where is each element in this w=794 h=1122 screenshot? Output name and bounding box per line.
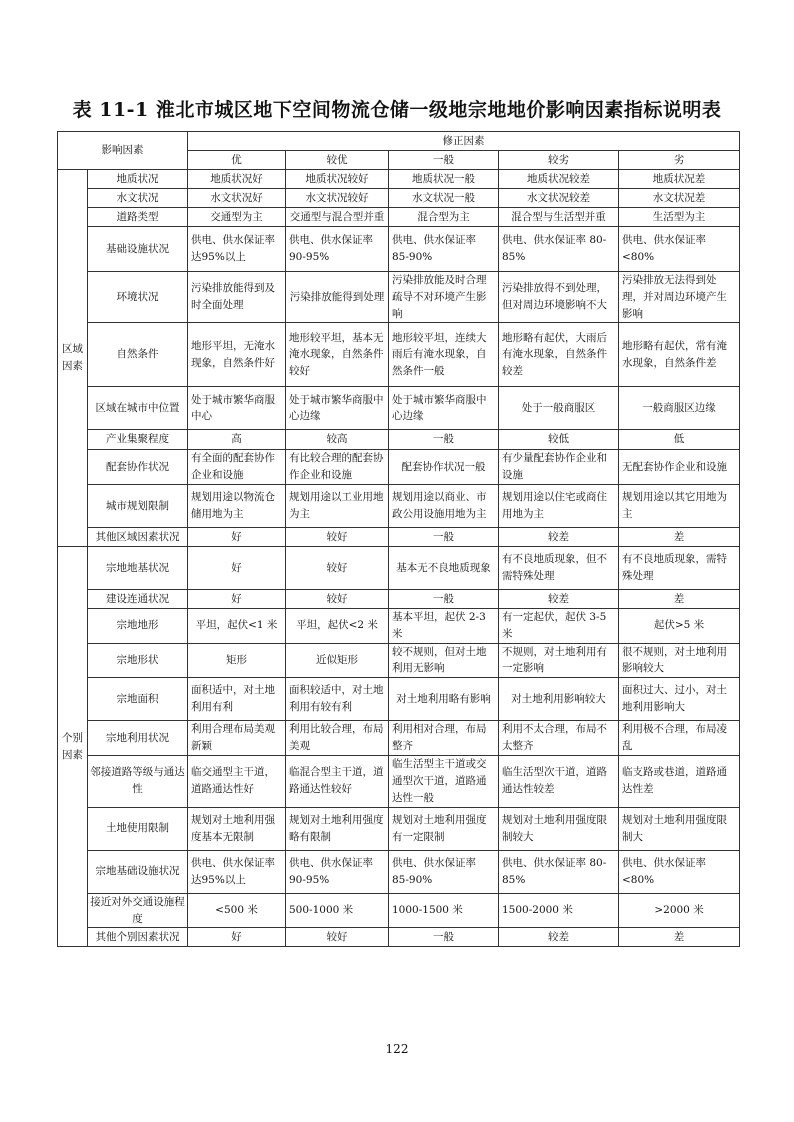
grade-value: 临交通型主干道，道路通达性好 bbox=[188, 755, 286, 807]
grade-value: 基本平坦，起伏 2-3 米 bbox=[389, 608, 499, 643]
grade-value: 规划用途以物流仓储用地为主 bbox=[188, 484, 286, 527]
table-row bbox=[58, 850, 740, 893]
factor-name: 宗地地形 bbox=[88, 608, 188, 643]
factor-name: 产业集聚程度 bbox=[88, 430, 188, 450]
grade-value: 好 bbox=[188, 527, 286, 546]
grade-header: 劣 bbox=[619, 151, 740, 170]
group-label: 区域因素 bbox=[58, 170, 88, 547]
factor-name: 道路类型 bbox=[88, 208, 188, 227]
grade-value: 交通型与混合型并重 bbox=[286, 208, 389, 227]
factor-name: 其他个别因素状况 bbox=[88, 928, 188, 947]
grade-header: 较劣 bbox=[499, 151, 619, 170]
factor-name: 宗地形状 bbox=[88, 643, 188, 678]
grade-value: 对土地利用影响较大 bbox=[499, 678, 619, 721]
grade-value: 供电、供水保证率 85-90% bbox=[389, 227, 499, 272]
grade-value: 较高 bbox=[286, 430, 389, 450]
grade-value: 水文状况好 bbox=[188, 189, 286, 208]
grade-value: 生活型为主 bbox=[619, 208, 740, 227]
grade-value: 较好 bbox=[286, 546, 389, 589]
grade-value: 矩形 bbox=[188, 643, 286, 678]
grade-value: 水文状况较好 bbox=[286, 189, 389, 208]
grade-value: 较低 bbox=[499, 430, 619, 450]
grade-value: 平坦，起伏<1 米 bbox=[188, 608, 286, 643]
grade-value: 有少量配套协作企业和设施 bbox=[499, 450, 619, 485]
factor-name: 自然条件 bbox=[88, 323, 188, 387]
grade-value: 临支路或巷道，道路通达性差 bbox=[619, 755, 740, 807]
grade-value: 较差 bbox=[499, 928, 619, 947]
grade-value: 较好 bbox=[286, 527, 389, 546]
grade-value: 对土地利用略有影响 bbox=[389, 678, 499, 721]
grade-value: 规划对土地利用强度有一定限制 bbox=[389, 807, 499, 850]
factor-name: 城市规划限制 bbox=[88, 484, 188, 527]
grade-value: 交通型为主 bbox=[188, 208, 286, 227]
grade-value: 规划用途以其它用地为主 bbox=[619, 484, 740, 527]
grade-value: 水文状况差 bbox=[619, 189, 740, 208]
table-row bbox=[58, 589, 740, 608]
grade-value: 供电、供水保证率 80-85% bbox=[499, 850, 619, 893]
grade-value: 混合型为主 bbox=[389, 208, 499, 227]
factor-name: 宗地利用状况 bbox=[88, 721, 188, 756]
grade-value: 供电、供水保证率 85-90% bbox=[389, 850, 499, 893]
factor-name: 宗地地基状况 bbox=[88, 546, 188, 589]
grade-value: 利用相对合理，布局整齐 bbox=[389, 721, 499, 756]
grade-value: 规划对土地利用强度限制较大 bbox=[499, 807, 619, 850]
grade-value: <500 米 bbox=[188, 893, 286, 928]
table-row bbox=[58, 678, 740, 721]
grade-value: 污染排放能及时合理疏导不对环境产生影响 bbox=[389, 272, 499, 323]
table-row bbox=[58, 208, 740, 227]
table-row bbox=[58, 928, 740, 947]
grade-value: 处于城市繁华商服中心 bbox=[188, 387, 286, 430]
grade-value: 很不规则，对土地利用影响较大 bbox=[619, 643, 740, 678]
grade-value: 较好 bbox=[286, 928, 389, 947]
grade-value: 临混合型主干道，道路通达性较好 bbox=[286, 755, 389, 807]
table-row bbox=[58, 893, 740, 928]
grade-value: 规划用途以商业、市政公用设施用地为主 bbox=[389, 484, 499, 527]
grade-value: 规划对土地利用强度限制大 bbox=[619, 807, 740, 850]
grade-value: 供电、供水保证率 90-95% bbox=[286, 850, 389, 893]
table-title: 表 11-1 淮北市城区地下空间物流仓储一级地宗地地价影响因素指标说明表 bbox=[72, 99, 722, 121]
grade-value: 水文状况较差 bbox=[499, 189, 619, 208]
grade-value: 一般 bbox=[389, 430, 499, 450]
grade-value: 1500-2000 米 bbox=[499, 893, 619, 928]
table-row bbox=[58, 721, 740, 756]
table-row bbox=[58, 755, 740, 807]
factor-name: 地质状况 bbox=[88, 170, 188, 189]
grade-value: 地质状况差 bbox=[619, 170, 740, 189]
grade-value: 配套协作状况一般 bbox=[389, 450, 499, 485]
grade-value: 污染排放得不到处理，但对周边环境影响不大 bbox=[499, 272, 619, 323]
factor-name: 环境状况 bbox=[88, 272, 188, 323]
grade-value: 地质状况好 bbox=[188, 170, 286, 189]
grade-value: 较差 bbox=[499, 527, 619, 546]
table-row bbox=[58, 484, 740, 527]
page-number: 122 bbox=[385, 1042, 409, 1056]
grade-value: 好 bbox=[188, 589, 286, 608]
grade-value: 规划用途以住宅或商住用地为主 bbox=[499, 484, 619, 527]
table-row bbox=[58, 643, 740, 678]
factor-name: 宗地面积 bbox=[88, 678, 188, 721]
grade-value: 一般商服区边缘 bbox=[619, 387, 740, 430]
grade-value: 地形略有起伏，大雨后有淹水现象，自然条件较差 bbox=[499, 323, 619, 387]
factor-header: 影响因素 bbox=[58, 132, 188, 170]
grade-value: 有比较合理的配套协作企业和设施 bbox=[286, 450, 389, 485]
factor-name: 建设连通状况 bbox=[88, 589, 188, 608]
table-row bbox=[58, 272, 740, 323]
grade-value: 起伏>5 米 bbox=[619, 608, 740, 643]
grade-value: 处于城市繁华商服中心边缘 bbox=[389, 387, 499, 430]
grade-value: 一般 bbox=[389, 527, 499, 546]
grade-value: 500-1000 米 bbox=[286, 893, 389, 928]
factor-name: 接近对外交通设施程度 bbox=[88, 893, 188, 928]
grade-value: 一般 bbox=[389, 928, 499, 947]
grade-value: 地形较平坦，基本无淹水现象，自然条件较好 bbox=[286, 323, 389, 387]
table-row bbox=[58, 227, 740, 272]
grade-value: 好 bbox=[188, 546, 286, 589]
grade-value: 供电、供水保证率<80% bbox=[619, 227, 740, 272]
grade-value: 地形平坦，无淹水现象，自然条件好 bbox=[188, 323, 286, 387]
grade-value: 污染排放能得到及时全面处理 bbox=[188, 272, 286, 323]
factor-name: 水文状况 bbox=[88, 189, 188, 208]
grade-value: 一般 bbox=[389, 589, 499, 608]
grade-value: 供电、供水保证率达95%以上 bbox=[188, 227, 286, 272]
grade-value: 高 bbox=[188, 430, 286, 450]
grade-value: 地质状况较好 bbox=[286, 170, 389, 189]
grade-value: 规划用途以工业用地为主 bbox=[286, 484, 389, 527]
table-row bbox=[58, 807, 740, 850]
grade-value: 近似矩形 bbox=[286, 643, 389, 678]
factor-name: 其他区域因素状况 bbox=[88, 527, 188, 546]
grade-header: 较优 bbox=[286, 151, 389, 170]
grade-value: 地质状况较差 bbox=[499, 170, 619, 189]
grade-value: 较差 bbox=[499, 589, 619, 608]
grade-value: 有一定起伏，起伏 3-5 米 bbox=[499, 608, 619, 643]
grade-value: 临生活型主干道或交通型次干道，道路通达性一般 bbox=[389, 755, 499, 807]
grade-value: 地形较平坦，连续大雨后有淹水现象，自然条件一般 bbox=[389, 323, 499, 387]
grade-value: 较不规则，但对土地利用无影响 bbox=[389, 643, 499, 678]
grade-value: >2000 米 bbox=[619, 893, 740, 928]
grade-value: 规划对土地利用强度基本无限制 bbox=[188, 807, 286, 850]
grade-value: 利用不太合理，布局不太整齐 bbox=[499, 721, 619, 756]
table-row bbox=[58, 450, 740, 485]
grade-value: 面积适中，对土地利用有利 bbox=[188, 678, 286, 721]
grade-value: 处于一般商服区 bbox=[499, 387, 619, 430]
correction-header: 修正因素 bbox=[188, 132, 740, 151]
group-label: 个别因素 bbox=[58, 546, 88, 946]
table-row bbox=[58, 387, 740, 430]
grade-value: 处于城市繁华商服中心边缘 bbox=[286, 387, 389, 430]
grade-value: 混合型与生活型并重 bbox=[499, 208, 619, 227]
factor-name: 邻接道路等级与通达性 bbox=[88, 755, 188, 807]
grade-value: 差 bbox=[619, 928, 740, 947]
factor-name: 区域在城市中位置 bbox=[88, 387, 188, 430]
grade-value: 好 bbox=[188, 928, 286, 947]
grade-value: 临生活型次干道，道路通达性较差 bbox=[499, 755, 619, 807]
grade-value: 水文状况一般 bbox=[389, 189, 499, 208]
grade-value: 有不良地质现象，需特殊处理 bbox=[619, 546, 740, 589]
table-row bbox=[58, 430, 740, 450]
grade-value: 地质状况一般 bbox=[389, 170, 499, 189]
grade-value: 较好 bbox=[286, 589, 389, 608]
factor-name: 土地使用限制 bbox=[88, 807, 188, 850]
table-row bbox=[58, 170, 740, 189]
grade-value: 污染排放能得到处理 bbox=[286, 272, 389, 323]
grade-value: 差 bbox=[619, 527, 740, 546]
table-row bbox=[58, 608, 740, 643]
grade-value: 供电、供水保证率 90-95% bbox=[286, 227, 389, 272]
table-row bbox=[58, 546, 740, 589]
table-row bbox=[58, 323, 740, 387]
grade-value: 供电、供水保证率达95%以上 bbox=[188, 850, 286, 893]
grade-value: 基本无不良地质现象 bbox=[389, 546, 499, 589]
grade-header: 一般 bbox=[389, 151, 499, 170]
grade-value: 利用极不合理，布局凌乱 bbox=[619, 721, 740, 756]
grade-value: 规划对土地利用强度略有限制 bbox=[286, 807, 389, 850]
factor-name: 配套协作状况 bbox=[88, 450, 188, 485]
grade-value: 面积过大、过小，对土地利用影响大 bbox=[619, 678, 740, 721]
grade-value: 有不良地质现象，但不需特殊处理 bbox=[499, 546, 619, 589]
grade-value: 低 bbox=[619, 430, 740, 450]
grade-value: 利用合理布局美观新颖 bbox=[188, 721, 286, 756]
factor-name: 宗地基础设施状况 bbox=[88, 850, 188, 893]
factor-table bbox=[57, 131, 740, 947]
grade-value: 供电、供水保证率 80-85% bbox=[499, 227, 619, 272]
grade-value: 污染排放无法得到处理，并对周边环境产生影响 bbox=[619, 272, 740, 323]
grade-value: 不规则，对土地利用有一定影响 bbox=[499, 643, 619, 678]
table-row bbox=[58, 527, 740, 546]
factor-name: 基础设施状况 bbox=[88, 227, 188, 272]
grade-header: 优 bbox=[188, 151, 286, 170]
grade-value: 供电、供水保证率<80% bbox=[619, 850, 740, 893]
grade-value: 面积较适中，对土地利用有较有利 bbox=[286, 678, 389, 721]
grade-value: 地形略有起伏，常有淹水现象，自然条件差 bbox=[619, 323, 740, 387]
table-row bbox=[58, 189, 740, 208]
grade-value: 差 bbox=[619, 589, 740, 608]
grade-value: 无配套协作企业和设施 bbox=[619, 450, 740, 485]
grade-value: 有全面的配套协作企业和设施 bbox=[188, 450, 286, 485]
grade-value: 平坦，起伏<2 米 bbox=[286, 608, 389, 643]
grade-value: 1000-1500 米 bbox=[389, 893, 499, 928]
grade-value: 利用比较合理，布局美观 bbox=[286, 721, 389, 756]
